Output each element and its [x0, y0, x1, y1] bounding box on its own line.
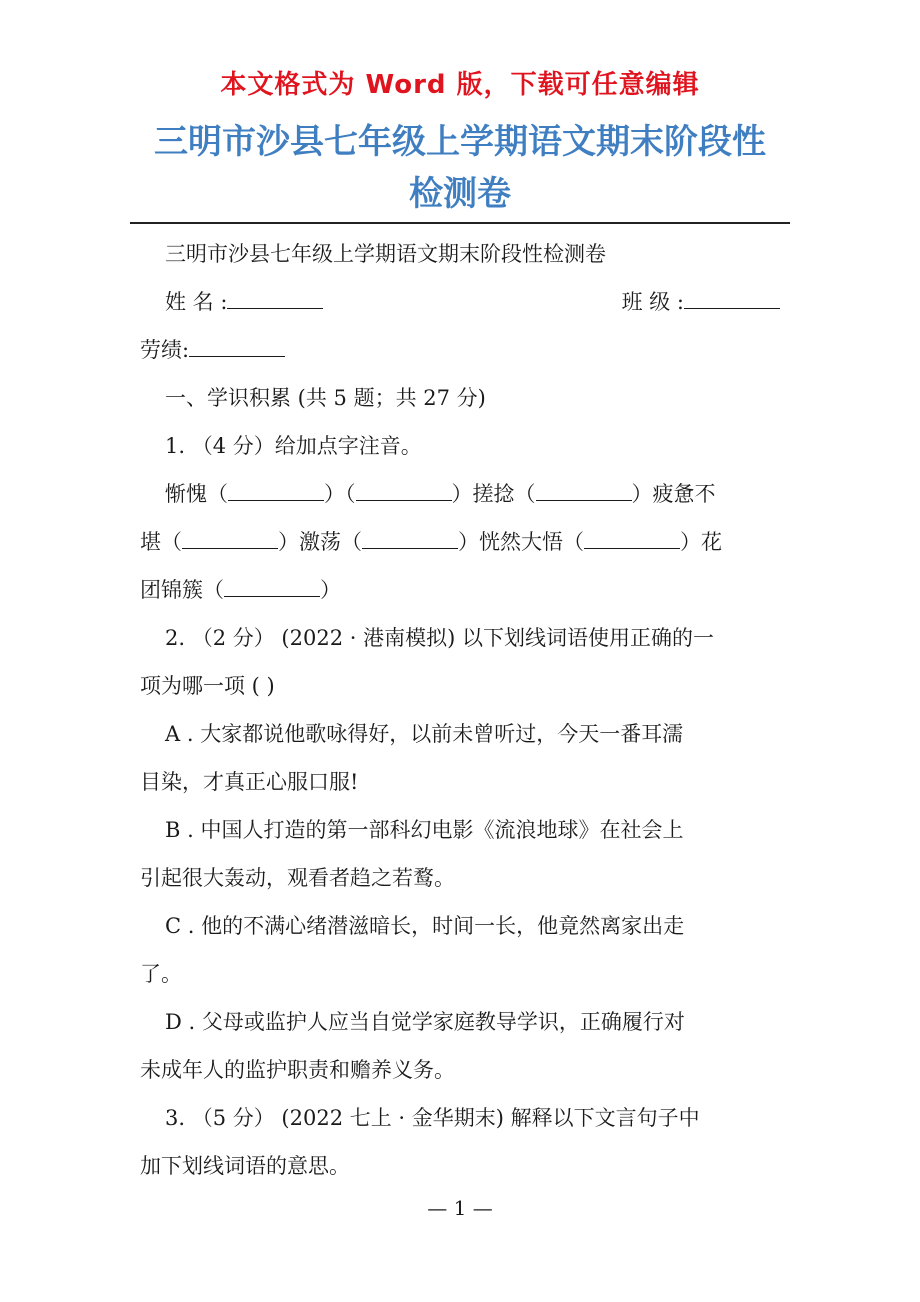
page-number: — 1 — — [427, 1196, 493, 1220]
q1-word-10: ） — [320, 578, 341, 602]
score-blank — [189, 338, 285, 357]
question-3-stem-b: 加下划线词语的意思。 — [140, 1154, 350, 1178]
q1-word-5: 堪（ — [140, 530, 182, 554]
title-divider — [130, 222, 790, 224]
q1-word-6: ）激荡（ — [278, 530, 362, 554]
q1-word-1: 惭愧（ — [165, 482, 228, 506]
answer-blank — [228, 482, 324, 501]
name-blank — [227, 290, 323, 309]
section-1-heading: 一、学识积累 (共 5 题；共 27 分) — [165, 386, 486, 410]
name-class-row — [165, 288, 780, 316]
score-label: 劳绩: — [140, 338, 190, 362]
question-3-stem-a: 3. （5 分） (2022 七上 · 金华期末) 解释以下文言句子中 — [165, 1106, 700, 1130]
option-d-line-2: 未成年人的监护职责和赡养义务。 — [140, 1058, 455, 1082]
option-a-line-1: A . 大家都说他歌咏得好，以前未曾听过，今天一番耳濡 — [165, 722, 684, 746]
question-1-line-1 — [165, 480, 780, 508]
answer-blank — [362, 530, 458, 549]
doc-subtitle: 三明市沙县七年级上学期语文期末阶段性检测卷 — [165, 242, 606, 266]
q1-word-8: ）花 — [680, 530, 722, 554]
question-2-stem-b: 项为哪一项 ( ) — [140, 674, 275, 698]
question-1-stem: 1. （4 分）给加点字注音。 — [165, 434, 422, 458]
q1-word-7: ）恍然大悟（ — [458, 530, 584, 554]
option-d-line-1: D . 父母或监护人应当自觉学家庭教导学识，正确履行对 — [165, 1010, 685, 1034]
class-blank — [684, 290, 780, 309]
class-field — [622, 288, 780, 316]
title-line-1: 三明市沙县七年级上学期语文期末阶段性 — [154, 122, 766, 162]
editable-banner: 本文格式为 Word 版，下载可任意编辑 — [220, 70, 700, 100]
question-1-line-3 — [140, 576, 780, 604]
option-c-line-2: 了。 — [140, 962, 182, 986]
option-b-line-1: B . 中国人打造的第一部科幻电影《流浪地球》在社会上 — [165, 818, 684, 842]
q1-word-2: ）（ — [324, 482, 356, 506]
q1-word-9: 团锦簇（ — [140, 578, 224, 602]
option-b-line-2: 引起很大轰动，观看者趋之若鹜。 — [140, 866, 455, 890]
answer-blank — [224, 578, 320, 597]
answer-blank — [536, 482, 632, 501]
class-label: 班 级 : — [621, 290, 684, 314]
option-c-line-1: C . 他的不满心绪潜滋暗长，时间一长，他竟然离家出走 — [165, 914, 685, 938]
score-field — [140, 336, 780, 364]
q1-word-4: ）疲惫不 — [631, 482, 716, 506]
name-label: 姓 名 : — [165, 290, 228, 314]
title-line-2: 检测卷 — [409, 174, 511, 214]
option-a-line-2: 目染，才真正心服口服! — [140, 770, 359, 794]
answer-blank — [356, 482, 452, 501]
question-1-line-2 — [140, 528, 780, 556]
answer-blank — [584, 530, 680, 549]
q1-word-3: ）搓捻（ — [451, 482, 536, 506]
question-2-stem-a: 2. （2 分） (2022 · 港南模拟) 以下划线词语使用正确的一 — [165, 626, 714, 650]
name-field — [165, 288, 323, 316]
answer-blank — [182, 530, 278, 549]
page-title — [60, 116, 860, 220]
